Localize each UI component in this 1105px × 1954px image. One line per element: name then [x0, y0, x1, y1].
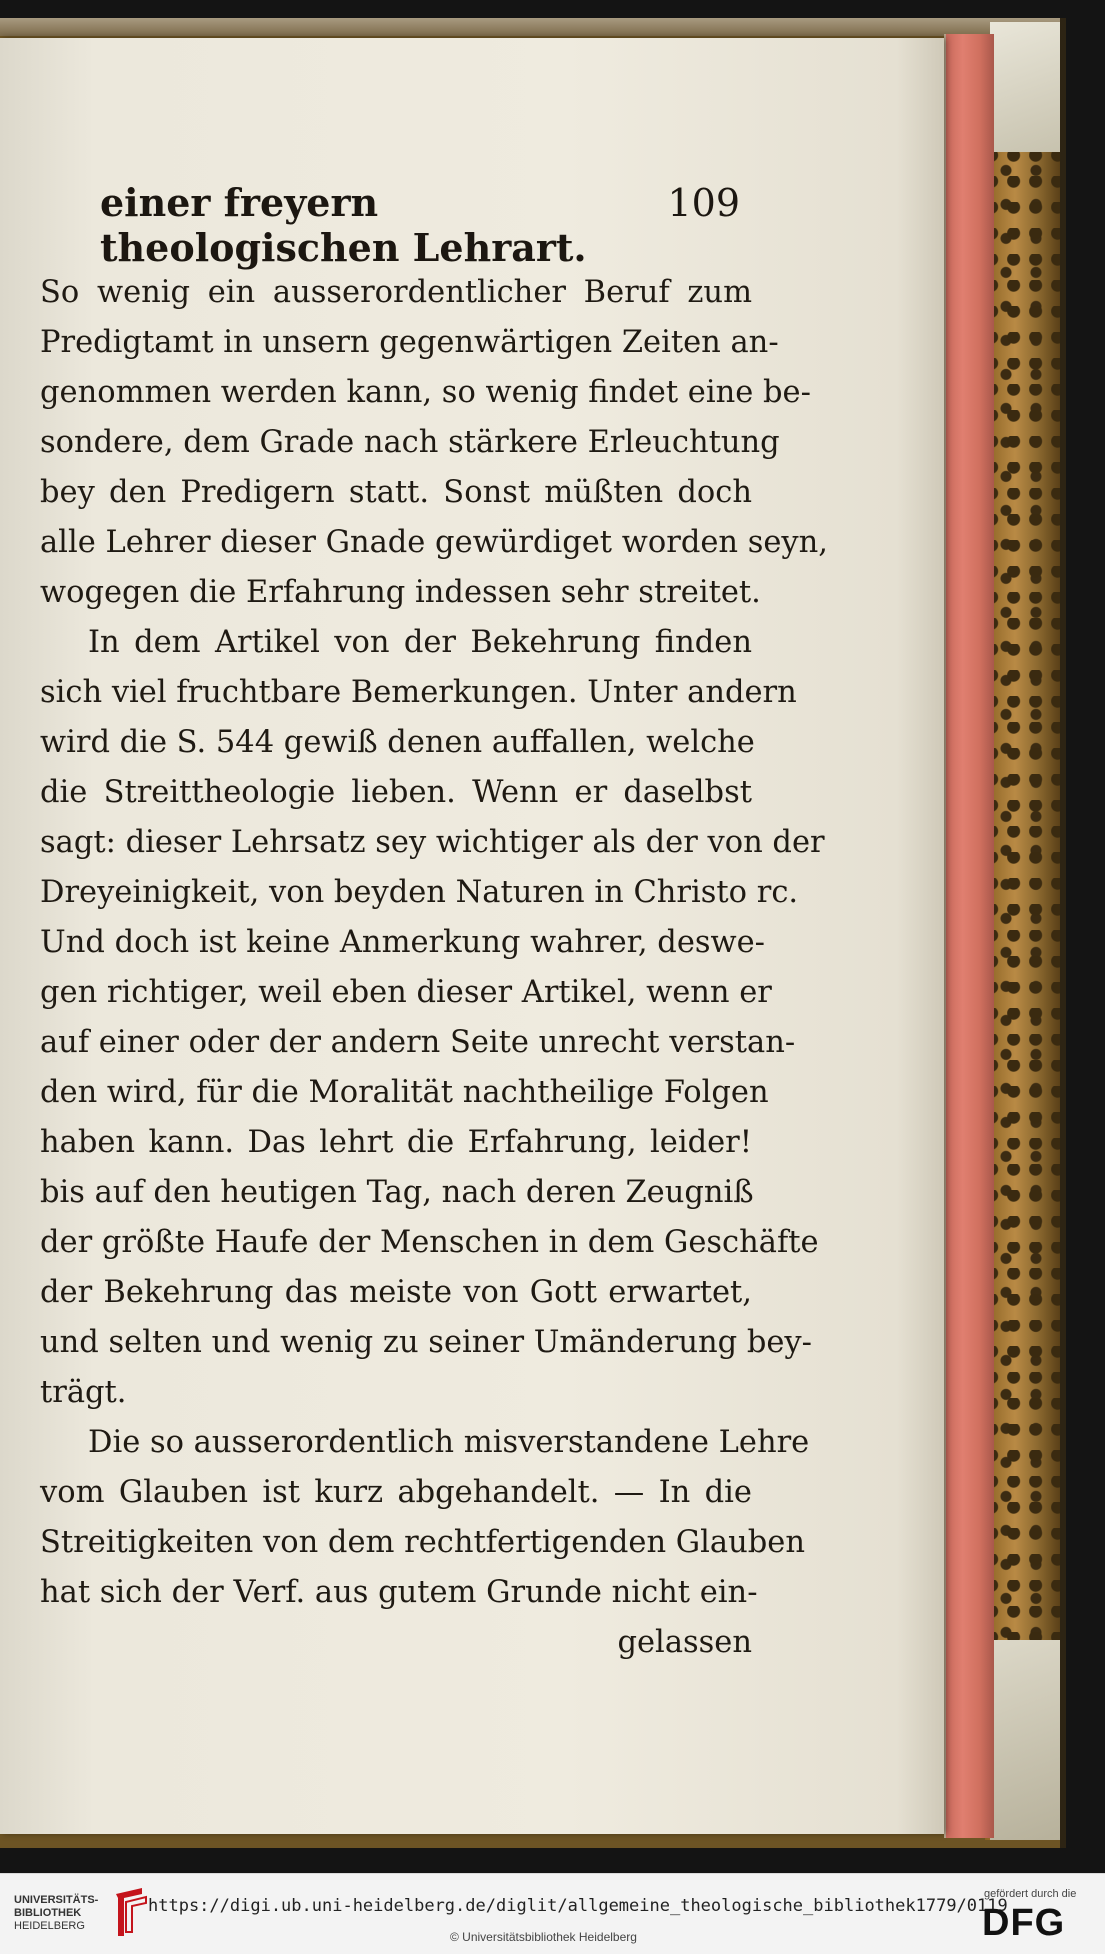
text-line: sich viel fruchtbare Bemerkungen. Unter andern — [40, 675, 797, 710]
text-line: sondere, dem Grade nach stärkere Erleuchtung — [40, 425, 780, 460]
funder-caption: gefördert durch die — [984, 1888, 1077, 1900]
library-name — [14, 1894, 114, 1933]
text-line: Dreyeinigkeit, von beyden Naturen in Christo rc. — [40, 875, 799, 910]
text-line: vom Glauben ist kurz abgehandelt. — In die — [40, 1475, 752, 1510]
text-line: bey den Predigern statt. Sonst müßten doch — [40, 475, 752, 510]
library-name-line: HEIDELBERG — [14, 1920, 85, 1932]
permalink-url[interactable]: https://digi.ub.uni-heidelberg.de/diglit/allgemeine_theologische_bibliothek1779/0119 — [148, 1896, 1008, 1916]
text-line: der größte Haufe der Menschen in dem Geschäfte — [40, 1225, 819, 1260]
text-line: die Streittheologie lieben. Wenn er daselbst — [40, 775, 752, 810]
text-line: Und doch ist keine Anmerkung wahrer, deswe- — [40, 925, 765, 960]
ub-heidelberg-logo-icon — [112, 1886, 150, 1938]
text-line: sagt: dieser Lehrsatz sey wichtiger als der von der — [40, 825, 825, 860]
text-line: und selten und wenig zu seiner Umänderung bey- — [40, 1325, 812, 1360]
text-line: hat sich der Verf. aus gutem Grunde nicht ein- — [40, 1575, 758, 1610]
text-line: wird die S. 544 gewiß denen auffallen, welche — [40, 725, 755, 760]
text-line: auf einer oder der andern Seite unrecht verstan- — [40, 1025, 796, 1060]
text-line: Predigtamt in unsern gegenwärtigen Zeiten an- — [40, 325, 779, 360]
library-name-line: UNIVERSITÄTS- — [14, 1894, 99, 1906]
text-line: gen richtiger, weil eben dieser Artikel, wenn er — [40, 975, 772, 1010]
text-line: In dem Artikel von der Bekehrung finden — [88, 625, 752, 660]
running-head — [100, 180, 740, 270]
text-line: alle Lehrer dieser Gnade gewürdiget worden seyn, — [40, 525, 828, 560]
library-name-line: BIBLIOTHEK — [14, 1907, 82, 1919]
catchword: gelassen — [617, 1625, 752, 1660]
text-line: wogegen die Erfahrung indessen sehr streitet. — [40, 575, 761, 610]
dfg-logo: DFG — [982, 1902, 1066, 1944]
text-line: genommen werden kann, so wenig findet eine be- — [40, 375, 811, 410]
vellum-corner-bottom — [990, 1640, 1060, 1840]
page-number: 109 — [667, 181, 740, 225]
text-line: Die so ausserordentlich misverstandene Lehre — [88, 1425, 810, 1460]
text-line: der Bekehrung das meiste von Gott erwartet, — [40, 1275, 752, 1310]
running-head-title: einer freyern theologischen Lehrart. — [100, 180, 587, 270]
marbled-cover-paper — [985, 150, 1060, 1840]
book-board-top-edge — [0, 18, 1060, 36]
viewer-footer — [0, 1873, 1105, 1954]
text-line: bis auf den heutigen Tag, nach deren Zeugniß — [40, 1175, 754, 1210]
text-line: So wenig ein ausserordentlicher Beruf zum — [40, 275, 752, 310]
copyright-notice: © Universitätsbibliothek Heidelberg — [450, 1930, 637, 1944]
red-page-edges — [944, 34, 994, 1838]
text-line: haben kann. Das lehrt die Erfahrung, leider! — [40, 1125, 752, 1160]
text-line: den wird, für die Moralität nachtheilige Folgen — [40, 1075, 769, 1110]
vellum-corner-top — [990, 22, 1060, 152]
text-line: trägt. — [40, 1375, 127, 1410]
body-text — [40, 268, 828, 1668]
text-line: Streitigkeiten von dem rechtfertigenden Glauben — [40, 1525, 805, 1560]
